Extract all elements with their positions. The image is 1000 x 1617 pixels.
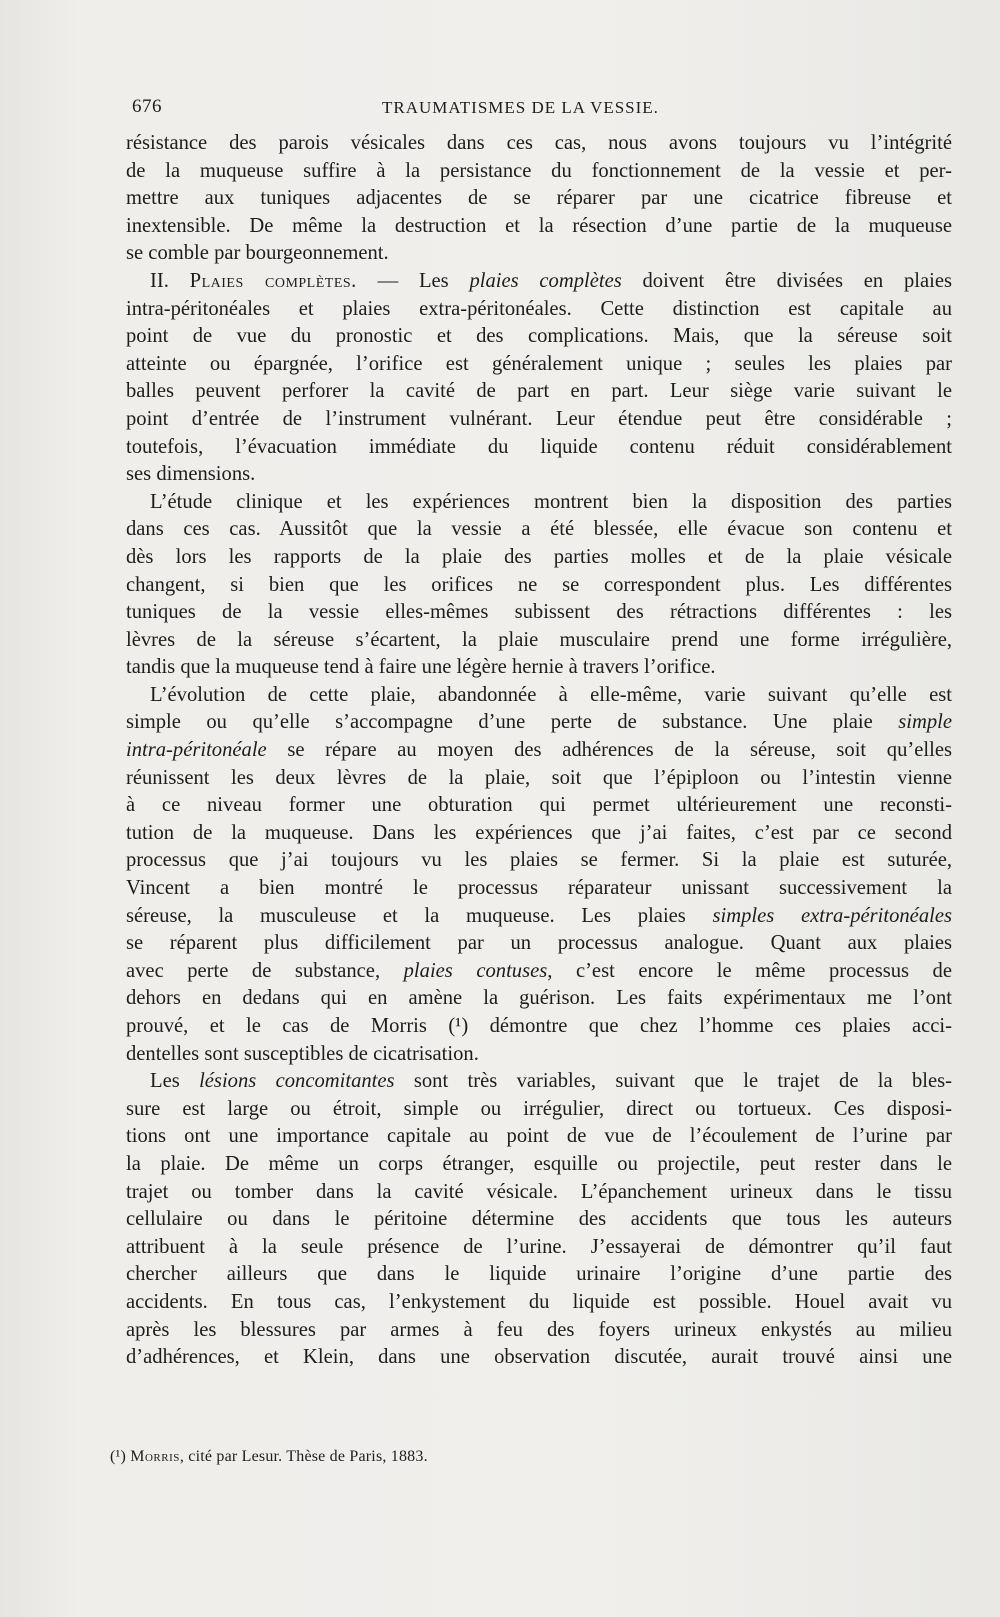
italic-term: simples extra-péritonéales (712, 904, 952, 927)
text-line: accidents. En tous cas, l’enkystement du liquide est possible. Houel avait vu (126, 1290, 952, 1313)
text-line: chercher ailleurs que dans le liquide urinaire l’origine d’une partie des (126, 1263, 952, 1286)
text-line: atteinte ou épargnée, l’orifice est généralement unique ; seules les plaies par (126, 352, 952, 375)
text-line: se réparent plus difficilement par un processus analogue. Quant aux plaies (126, 932, 952, 955)
text-line (126, 1068, 952, 1096)
text-line (126, 737, 952, 765)
text-span: simple ou qu’elle s’accompagne d’une perte de substance. Une plaie (126, 711, 899, 734)
text-line: à ce niveau former une obturation qui permet ultérieurement une reconsti- (126, 794, 952, 817)
text-line: L’évolution de cette plaie, abandonnée à elle-même, varie suivant qu’elle est (150, 683, 952, 706)
text-line (126, 709, 952, 737)
text-line (126, 903, 952, 931)
text-line: processus que j’ai toujours vu les plaies se fermer. Si la plaie est suturée, (126, 849, 952, 872)
text-span: sont très variables, suivant que le trajet de la bles- (394, 1070, 952, 1093)
text-line: tandis que la muqueuse tend à faire une légère hernie à travers l’orifice. (126, 656, 716, 679)
section-title: Plaies complètes. (189, 269, 357, 292)
text-line: tution de la muqueuse. Dans les expériences que j’ai faites, c’est par ce second (126, 821, 952, 844)
text-line: Vincent a bien montré le processus réparateur unissant successivement la (126, 877, 952, 900)
text-line: prouvé, et le cas de Morris (¹) démontre que chez l’homme ces plaies acci- (126, 1015, 952, 1037)
italic-term: lésions concomitantes (199, 1070, 395, 1093)
text-line: réunissent les deux lèvres de la plaie, soit que l’épiploon ou l’intestin vienne (126, 766, 952, 789)
section-number: II. (150, 269, 190, 292)
running-header (132, 92, 952, 122)
text-line: point de vue du pronostic et des complications. Mais, que la séreuse soit (126, 325, 952, 348)
text-line: se comble par bourgeonnement. (126, 242, 389, 265)
text-line: inextensible. De même la destruction et la résection d’une partie de la muqueuse (126, 214, 952, 237)
text-line: après les blessures par armes à feu des foyers urineux enkystés au milieu (126, 1318, 952, 1341)
text-span: — Les (356, 269, 470, 292)
text-span: séreuse, la musculeuse et la muqueuse. Les plaies (126, 904, 713, 927)
text-line: ses dimensions. (126, 463, 256, 486)
text-span: doivent être divisées en plaies (621, 269, 952, 292)
text-span: avec perte de substance, (126, 959, 404, 982)
italic-term: plaies contuses (403, 959, 548, 982)
text-line: de la muqueuse suffire à la persistance du fonctionnement de la vessie et per- (126, 159, 952, 182)
text-line: point d’entrée de l’instrument vulnérant. Leur étendue peut être considérable ; (126, 407, 952, 430)
text-line: toutefois, l’évacuation immédiate du liquide contenu réduit considérablement (126, 435, 952, 458)
text-span: se répare au moyen des adhérences de la séreuse, soit qu’elles (266, 739, 952, 762)
footnote-text: , cité par Lesur. Thèse de Paris, 1883. (179, 1448, 428, 1465)
text-span: , c’est encore le même processus de (547, 959, 952, 982)
body-text (126, 130, 952, 1372)
text-line: trajet ou tomber dans la cavité vésicale. L’épanchement urineux dans le tissu (126, 1180, 952, 1203)
text-line: attribuent à la seule présence de l’urine. J’essayerai de démontrer qu’il faut (126, 1235, 952, 1258)
italic-term: plaies complètes (469, 269, 622, 292)
section-heading-line (126, 268, 952, 296)
footnote-marker: (¹) (110, 1448, 127, 1465)
text-line: intra-péritonéales et plaies extra-péritonéales. Cette distinction est capitale au (126, 297, 952, 320)
text-line: tuniques de la vessie elles-mêmes subissent des rétractions différentes : les (126, 601, 952, 624)
text-span: Les (150, 1070, 200, 1093)
text-line (126, 958, 952, 986)
text-line: lèvres de la séreuse s’écartent, la plaie musculaire prend une forme irrégulière, (126, 628, 952, 651)
text-line: dehors en dedans qui en amène la guérison. Les faits expérimentaux me l’ont (126, 987, 952, 1010)
text-line: résistance des parois vésicales dans ces cas, nous avons toujours vu l’intégrité (126, 132, 952, 154)
text-line: changent, si bien que les orifices ne se correspondent plus. Les différentes (126, 573, 952, 596)
running-title: TRAUMATISMES DE LA VESSIE. (382, 98, 659, 117)
text-line: dentelles sont susceptibles de cicatrisation. (126, 1042, 479, 1065)
text-line: mettre aux tuniques adjacentes de se réparer par une cicatrice fibreuse et (126, 187, 952, 210)
text-line: dès lors les rapports de la plaie des parties molles et de la plaie vésicale (126, 545, 952, 568)
italic-term: intra-péritonéale (126, 739, 267, 762)
footnote (110, 1448, 810, 1466)
text-line: dans ces cas. Aussitôt que la vessie a été blessée, elle évacue son contenu et (126, 518, 952, 541)
italic-term: simple (898, 711, 952, 734)
page-number: 676 (132, 96, 162, 117)
text-line: sure est large ou étroit, simple ou irrégulier, direct ou tortueux. Ces disposi- (126, 1097, 952, 1120)
text-line: balles peuvent perforer la cavité de part en part. Leur siège varie suivant le (126, 380, 952, 403)
footnote-author: Morris (130, 1448, 180, 1465)
text-line: L’étude clinique et les expériences montrent bien la disposition des parties (150, 490, 952, 513)
text-line: la plaie. De même un corps étranger, esquille ou projectile, peut rester dans le (126, 1152, 952, 1175)
text-line: d’adhérences, et Klein, dans une observation discutée, aurait trouvé ainsi une (126, 1346, 952, 1369)
text-line: tions ont une importance capitale au point de vue de l’écoulement de l’urine par (126, 1125, 952, 1148)
text-line: cellulaire ou dans le péritoine détermine des accidents que tous les auteurs (126, 1208, 952, 1231)
